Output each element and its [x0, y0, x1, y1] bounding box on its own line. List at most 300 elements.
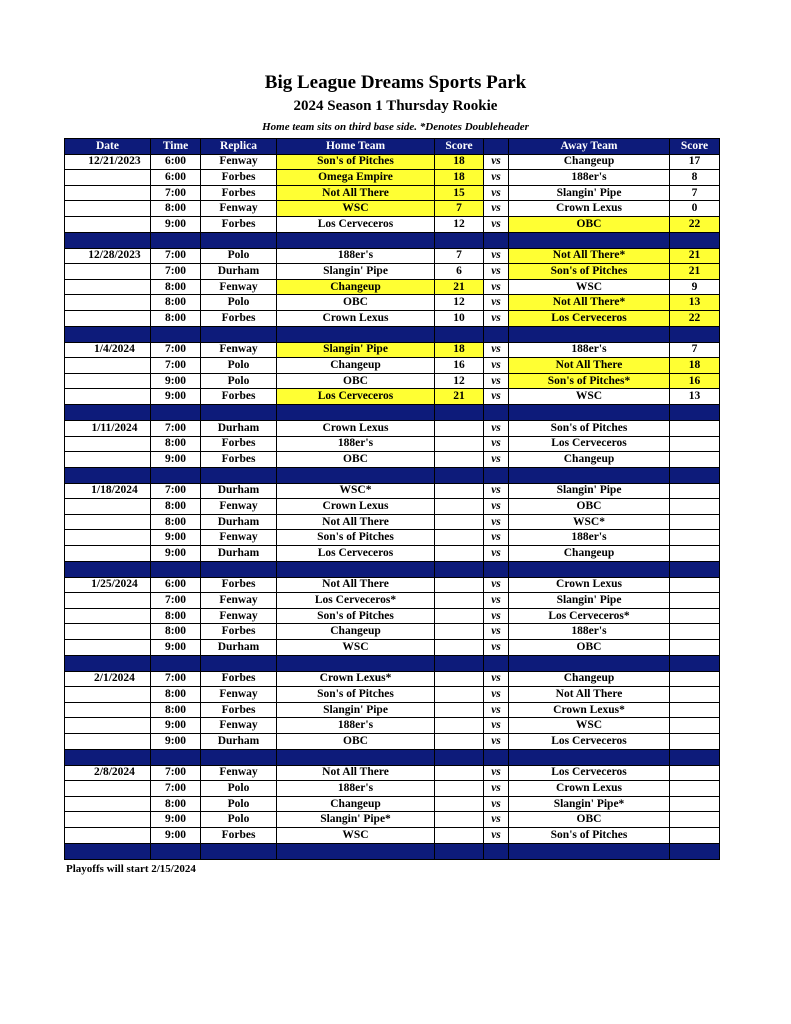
home-score [435, 483, 484, 499]
away-team: Los Cerveceros* [509, 608, 670, 624]
separator-cell [509, 561, 670, 577]
home-team: Crown Lexus [277, 420, 435, 436]
game-date [65, 812, 151, 828]
game-row [65, 812, 720, 828]
home-team: 188er's [277, 781, 435, 797]
game-date [65, 389, 151, 405]
game-replica: Forbes [201, 185, 277, 201]
game-time: 7:00 [151, 765, 201, 781]
separator-cell [484, 326, 509, 342]
separator-cell [201, 655, 277, 671]
away-team: 188er's [509, 624, 670, 640]
away-score [670, 436, 720, 452]
game-date: 12/21/2023 [65, 154, 151, 170]
vs-label: vs [484, 154, 509, 170]
page-title: Big League Dreams Sports Park [264, 72, 527, 93]
away-score [670, 640, 720, 656]
away-score: 8 [670, 170, 720, 186]
game-date [65, 216, 151, 232]
home-team: Not All There [277, 185, 435, 201]
game-replica: Forbes [201, 702, 277, 718]
home-score [435, 734, 484, 750]
away-team: WSC* [509, 514, 670, 530]
vs-label: vs [484, 420, 509, 436]
week-separator [65, 655, 720, 671]
week-separator [65, 404, 720, 420]
vs-label: vs [484, 264, 509, 280]
home-team: WSC [277, 201, 435, 217]
game-time: 6:00 [151, 154, 201, 170]
game-replica: Fenway [201, 530, 277, 546]
game-time: 9:00 [151, 812, 201, 828]
home-score [435, 420, 484, 436]
game-replica: Polo [201, 812, 277, 828]
game-date: 12/28/2023 [65, 248, 151, 264]
home-score [435, 812, 484, 828]
away-team: Not All There* [509, 295, 670, 311]
away-team: Changeup [509, 154, 670, 170]
game-row [65, 201, 720, 217]
home-score: 21 [435, 279, 484, 295]
away-score [670, 734, 720, 750]
home-score [435, 499, 484, 515]
home-score [435, 624, 484, 640]
separator-cell [65, 232, 151, 248]
home-score [435, 640, 484, 656]
separator-cell [509, 326, 670, 342]
separator-cell [151, 561, 201, 577]
game-replica: Fenway [201, 154, 277, 170]
away-team: OBC [509, 216, 670, 232]
away-score: 7 [670, 342, 720, 358]
home-team: 188er's [277, 436, 435, 452]
home-score [435, 514, 484, 530]
game-replica: Forbes [201, 310, 277, 326]
col-header-home-team: Home Team [277, 139, 435, 155]
home-team: Son's of Pitches [277, 687, 435, 703]
game-date [65, 718, 151, 734]
vs-label: vs [484, 373, 509, 389]
separator-cell [484, 404, 509, 420]
game-date: 2/1/2024 [65, 671, 151, 687]
separator-cell [484, 561, 509, 577]
game-time: 8:00 [151, 436, 201, 452]
home-team: WSC* [277, 483, 435, 499]
game-date: 1/25/2024 [65, 577, 151, 593]
game-date: 1/18/2024 [65, 483, 151, 499]
away-score: 22 [670, 216, 720, 232]
vs-label: vs [484, 185, 509, 201]
game-time: 8:00 [151, 201, 201, 217]
playoffs-note: Playoffs will start 2/15/2024 [66, 863, 196, 875]
week-separator [65, 232, 720, 248]
game-row [65, 640, 720, 656]
away-score [670, 514, 720, 530]
game-date [65, 593, 151, 609]
away-team: Changeup [509, 452, 670, 468]
vs-label: vs [484, 718, 509, 734]
schedule-body [65, 154, 720, 859]
away-team: Los Cerveceros [509, 436, 670, 452]
home-team: Changeup [277, 358, 435, 374]
game-replica: Fenway [201, 608, 277, 624]
separator-cell [151, 655, 201, 671]
game-replica: Forbes [201, 577, 277, 593]
vs-label: vs [484, 702, 509, 718]
home-score [435, 452, 484, 468]
home-score [435, 530, 484, 546]
week-separator [65, 843, 720, 859]
vs-label: vs [484, 436, 509, 452]
game-time: 7:00 [151, 781, 201, 797]
home-score: 10 [435, 310, 484, 326]
separator-cell [435, 749, 484, 765]
col-header-time: Time [151, 139, 201, 155]
separator-cell [201, 843, 277, 859]
game-replica: Polo [201, 796, 277, 812]
vs-label: vs [484, 201, 509, 217]
separator-cell [277, 843, 435, 859]
vs-label: vs [484, 279, 509, 295]
separator-cell [435, 467, 484, 483]
separator-cell [65, 404, 151, 420]
game-row [65, 718, 720, 734]
home-team: Not All There [277, 514, 435, 530]
away-score [670, 781, 720, 797]
away-team: Crown Lexus [509, 781, 670, 797]
home-score [435, 781, 484, 797]
away-team: Crown Lexus* [509, 702, 670, 718]
game-time: 8:00 [151, 687, 201, 703]
away-team: Slangin' Pipe* [509, 796, 670, 812]
game-row [65, 452, 720, 468]
game-replica: Durham [201, 734, 277, 750]
separator-cell [65, 561, 151, 577]
game-row [65, 310, 720, 326]
vs-label: vs [484, 295, 509, 311]
game-row [65, 483, 720, 499]
home-score: 12 [435, 373, 484, 389]
game-row [65, 530, 720, 546]
page-subtitle: 2024 Season 1 Thursday Rookie [293, 98, 498, 114]
game-date [65, 827, 151, 843]
game-replica: Forbes [201, 389, 277, 405]
away-score [670, 546, 720, 562]
game-time: 8:00 [151, 702, 201, 718]
away-team: Not All There* [509, 248, 670, 264]
separator-cell [435, 404, 484, 420]
vs-label: vs [484, 687, 509, 703]
game-row [65, 248, 720, 264]
game-replica: Durham [201, 514, 277, 530]
away-team: Son's of Pitches* [509, 373, 670, 389]
game-date [65, 452, 151, 468]
col-header-away-score: Score [670, 139, 720, 155]
separator-cell [151, 404, 201, 420]
vs-label: vs [484, 796, 509, 812]
separator-cell [201, 232, 277, 248]
game-row [65, 216, 720, 232]
game-time: 7:00 [151, 185, 201, 201]
away-score [670, 671, 720, 687]
game-row [65, 734, 720, 750]
vs-label: vs [484, 827, 509, 843]
game-time: 9:00 [151, 640, 201, 656]
vs-label: vs [484, 734, 509, 750]
game-replica: Fenway [201, 201, 277, 217]
game-time: 8:00 [151, 608, 201, 624]
game-time: 7:00 [151, 483, 201, 499]
vs-label: vs [484, 248, 509, 264]
home-score [435, 608, 484, 624]
away-score: 13 [670, 389, 720, 405]
away-score: 7 [670, 185, 720, 201]
game-date [65, 264, 151, 280]
game-time: 8:00 [151, 796, 201, 812]
separator-cell [277, 404, 435, 420]
game-row [65, 671, 720, 687]
vs-label: vs [484, 577, 509, 593]
away-team: Crown Lexus [509, 577, 670, 593]
separator-cell [509, 843, 670, 859]
schedule-table [64, 138, 720, 860]
game-row [65, 154, 720, 170]
away-score [670, 577, 720, 593]
game-replica: Fenway [201, 342, 277, 358]
game-date [65, 170, 151, 186]
game-replica: Fenway [201, 279, 277, 295]
away-score [670, 499, 720, 515]
vs-label: vs [484, 530, 509, 546]
game-time: 8:00 [151, 499, 201, 515]
separator-cell [435, 843, 484, 859]
game-replica: Polo [201, 248, 277, 264]
game-row [65, 624, 720, 640]
separator-cell [670, 404, 720, 420]
game-time: 8:00 [151, 279, 201, 295]
game-row [65, 781, 720, 797]
separator-cell [670, 749, 720, 765]
game-time: 6:00 [151, 170, 201, 186]
away-score [670, 687, 720, 703]
game-replica: Durham [201, 264, 277, 280]
game-replica: Fenway [201, 499, 277, 515]
home-score [435, 671, 484, 687]
separator-cell [484, 467, 509, 483]
home-score: 16 [435, 358, 484, 374]
away-team: Not All There [509, 687, 670, 703]
game-row [65, 279, 720, 295]
vs-label: vs [484, 170, 509, 186]
game-date [65, 201, 151, 217]
away-team: Slangin' Pipe [509, 483, 670, 499]
game-replica: Forbes [201, 624, 277, 640]
home-team: OBC [277, 452, 435, 468]
away-score [670, 718, 720, 734]
game-replica: Durham [201, 420, 277, 436]
home-score [435, 546, 484, 562]
game-replica: Durham [201, 640, 277, 656]
home-score: 7 [435, 201, 484, 217]
away-team: Los Cerveceros [509, 734, 670, 750]
away-team: Changeup [509, 671, 670, 687]
home-score [435, 827, 484, 843]
separator-cell [65, 843, 151, 859]
separator-cell [201, 561, 277, 577]
game-date [65, 546, 151, 562]
away-team: WSC [509, 279, 670, 295]
week-separator [65, 561, 720, 577]
game-row [65, 546, 720, 562]
game-row [65, 420, 720, 436]
away-score: 22 [670, 310, 720, 326]
separator-cell [65, 326, 151, 342]
away-team: Slangin' Pipe [509, 593, 670, 609]
game-row [65, 796, 720, 812]
game-replica: Durham [201, 546, 277, 562]
separator-cell [670, 561, 720, 577]
away-team: OBC [509, 812, 670, 828]
away-team: Changeup [509, 546, 670, 562]
away-team: WSC [509, 718, 670, 734]
col-header-home-score: Score [435, 139, 484, 155]
home-score [435, 718, 484, 734]
separator-cell [65, 749, 151, 765]
game-time: 6:00 [151, 577, 201, 593]
vs-label: vs [484, 342, 509, 358]
game-row [65, 389, 720, 405]
game-time: 8:00 [151, 295, 201, 311]
home-score [435, 765, 484, 781]
away-score: 0 [670, 201, 720, 217]
home-team: Slangin' Pipe [277, 702, 435, 718]
col-header-away-team: Away Team [509, 139, 670, 155]
home-score: 18 [435, 342, 484, 358]
game-date [65, 530, 151, 546]
away-team: Crown Lexus [509, 201, 670, 217]
separator-cell [509, 655, 670, 671]
home-score [435, 436, 484, 452]
separator-cell [277, 561, 435, 577]
separator-cell [201, 326, 277, 342]
col-header-replica: Replica [201, 139, 277, 155]
away-score: 13 [670, 295, 720, 311]
game-time: 8:00 [151, 310, 201, 326]
home-score: 6 [435, 264, 484, 280]
separator-cell [151, 749, 201, 765]
doubleheader-note: Home team sits on third base side. *Denotes Doubleheader [262, 121, 529, 133]
separator-cell [65, 467, 151, 483]
game-replica: Forbes [201, 216, 277, 232]
separator-cell [435, 655, 484, 671]
game-replica: Durham [201, 483, 277, 499]
game-date: 1/4/2024 [65, 342, 151, 358]
home-team: OBC [277, 373, 435, 389]
header-row [65, 139, 720, 155]
home-score: 18 [435, 154, 484, 170]
away-score: 18 [670, 358, 720, 374]
game-date [65, 499, 151, 515]
home-score: 15 [435, 185, 484, 201]
away-team: 188er's [509, 342, 670, 358]
separator-cell [435, 561, 484, 577]
game-replica: Polo [201, 373, 277, 389]
vs-label: vs [484, 671, 509, 687]
game-date [65, 185, 151, 201]
home-team: WSC [277, 640, 435, 656]
game-replica: Fenway [201, 765, 277, 781]
away-score [670, 608, 720, 624]
vs-label: vs [484, 640, 509, 656]
game-row [65, 702, 720, 718]
home-team: Son's of Pitches [277, 608, 435, 624]
away-score [670, 765, 720, 781]
game-row [65, 264, 720, 280]
game-replica: Forbes [201, 671, 277, 687]
week-separator [65, 467, 720, 483]
home-team: Crown Lexus [277, 499, 435, 515]
separator-cell [65, 655, 151, 671]
vs-label: vs [484, 608, 509, 624]
home-team: Omega Empire [277, 170, 435, 186]
home-score: 7 [435, 248, 484, 264]
game-row [65, 827, 720, 843]
separator-cell [670, 467, 720, 483]
game-date [65, 624, 151, 640]
game-date [65, 734, 151, 750]
game-time: 9:00 [151, 216, 201, 232]
home-team: Not All There [277, 765, 435, 781]
home-team: Crown Lexus [277, 310, 435, 326]
game-row [65, 358, 720, 374]
home-team: Changeup [277, 624, 435, 640]
game-replica: Fenway [201, 687, 277, 703]
vs-label: vs [484, 765, 509, 781]
separator-cell [670, 232, 720, 248]
game-row [65, 514, 720, 530]
away-score [670, 702, 720, 718]
away-score [670, 796, 720, 812]
home-team: Crown Lexus* [277, 671, 435, 687]
vs-label: vs [484, 812, 509, 828]
game-time: 7:00 [151, 671, 201, 687]
vs-label: vs [484, 389, 509, 405]
home-score: 12 [435, 295, 484, 311]
home-team: Son's of Pitches [277, 530, 435, 546]
home-score [435, 796, 484, 812]
away-score [670, 452, 720, 468]
separator-cell [277, 326, 435, 342]
away-team: Son's of Pitches [509, 264, 670, 280]
game-row [65, 185, 720, 201]
week-separator [65, 749, 720, 765]
away-team: Los Cerveceros [509, 765, 670, 781]
game-date [65, 279, 151, 295]
away-score: 21 [670, 248, 720, 264]
game-time: 7:00 [151, 342, 201, 358]
home-team: Slangin' Pipe [277, 342, 435, 358]
home-team: Slangin' Pipe [277, 264, 435, 280]
away-score: 16 [670, 373, 720, 389]
home-team: Changeup [277, 796, 435, 812]
game-time: 7:00 [151, 264, 201, 280]
game-date [65, 373, 151, 389]
game-time: 7:00 [151, 420, 201, 436]
separator-cell [201, 467, 277, 483]
vs-label: vs [484, 593, 509, 609]
home-team: OBC [277, 734, 435, 750]
game-time: 8:00 [151, 624, 201, 640]
